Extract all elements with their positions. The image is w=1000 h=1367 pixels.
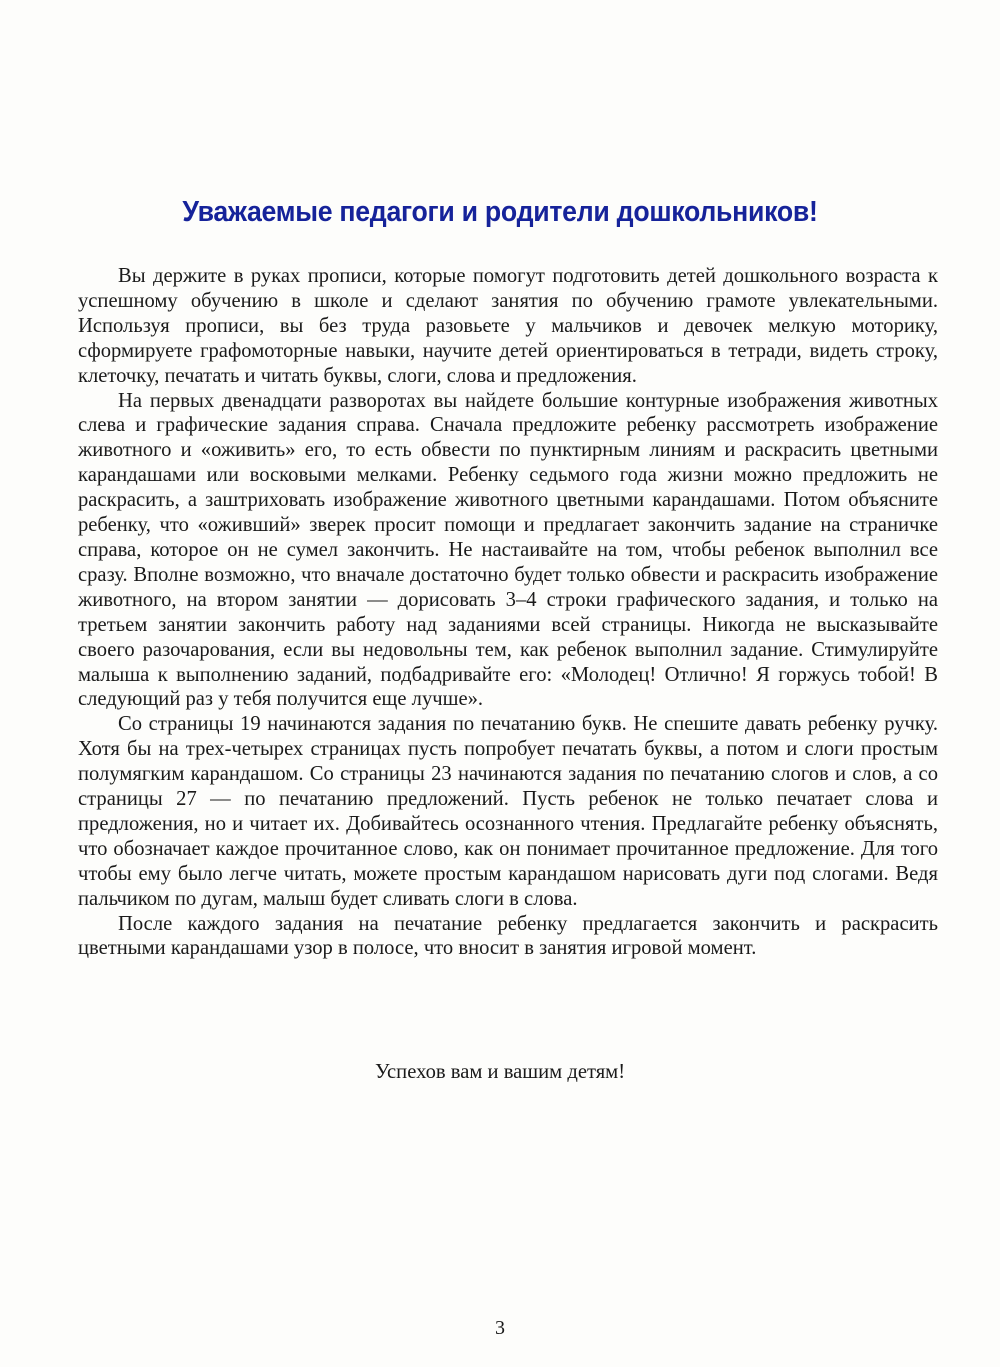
page-number: 3 bbox=[495, 1317, 505, 1339]
paragraph-intro: Вы держите в руках прописи, которые помогут подготовить детей дошкольного возраста к успешному обучению в школе и сделают занятия по обучению грамоте увлекательными. Используя прописи, вы без труда разовьете у мальчиков и девочек мелкую моторику, сформируете графомоторные навыки, научите детей ориентироваться в тетради, видеть строку, клеточку, печатать и читать буквы, слоги, слова и предложения. bbox=[78, 265, 938, 387]
closing-wish: Успехов вам и вашим детям! bbox=[374, 1061, 626, 1083]
page-title: Уважаемые педагоги и родители дошкольников! bbox=[182, 196, 818, 228]
paragraph-printing-letters: Со страницы 19 начинаются задания по печатанию букв. Не спешите давать ребенку ручку. Хотя бы на трех-четырех страницах пусть попробует печатать буквы, а потом и слоги простым полумягким карандашом. Со страницы 23 начинаются задания по печатанию слогов и слов, а со страницы 27 — по печатанию предложений. Пусть ребенок не только печатает слова и предложения, но и читает их. Добивайтесь осознанного чтения. Предлагайте ребенку объяснять, что обозначает каждое прочитанное слово, как он понимает прочитанное предложение. Для того чтобы ему было легче читать, можете простым карандашом нарисовать дуги под слогами. Ведя пальчиком по дугам, малыш будет сливать слоги в слова. bbox=[78, 713, 938, 910]
paragraph-pattern-strip: После каждого задания на печатание ребенку предлагается закончить и раскрасить цветными карандашами узор в полосе, что вносит в занятия игровой момент. bbox=[78, 912, 938, 960]
body-text bbox=[78, 264, 938, 961]
paragraph-animal-spreads: На первых двенадцати разворотах вы найдете большие контурные изображения животных слева и графические задания справа. Сначала предложите ребенку рассмотреть изображение животного и «оживить» его, то есть обвести по пунктирным линиям и раскрасить цветными карандашами или восковыми мелками. Ребенку седьмого года жизни можно предложить не раскрасить, а заштриховать изображение животного цветными карандашами. Потом объясните ребенку, что «оживший» зверек просит помощи и предлагает закончить задание на страничке справа, которое он не сумел закончить. Не настаивайте на том, чтобы ребенок выполнил все сразу. Вполне возможно, что вначале достаточно будет только обвести и раскрасить изображение животного, на втором занятии — дорисовать 3–4 строки графического задания, и только на третьем занятии закончить работу над заданиями всей страницы. Никогда не высказывайте своего разочарования, если вы недовольны тем, как ребенок выполнил задание. Стимулируйте малыша к выполнению заданий, подбадривайте его: «Молодец! Отлично! Я горжусь тобой! В следующий раз у тебя получится еще лучше». bbox=[78, 389, 938, 711]
